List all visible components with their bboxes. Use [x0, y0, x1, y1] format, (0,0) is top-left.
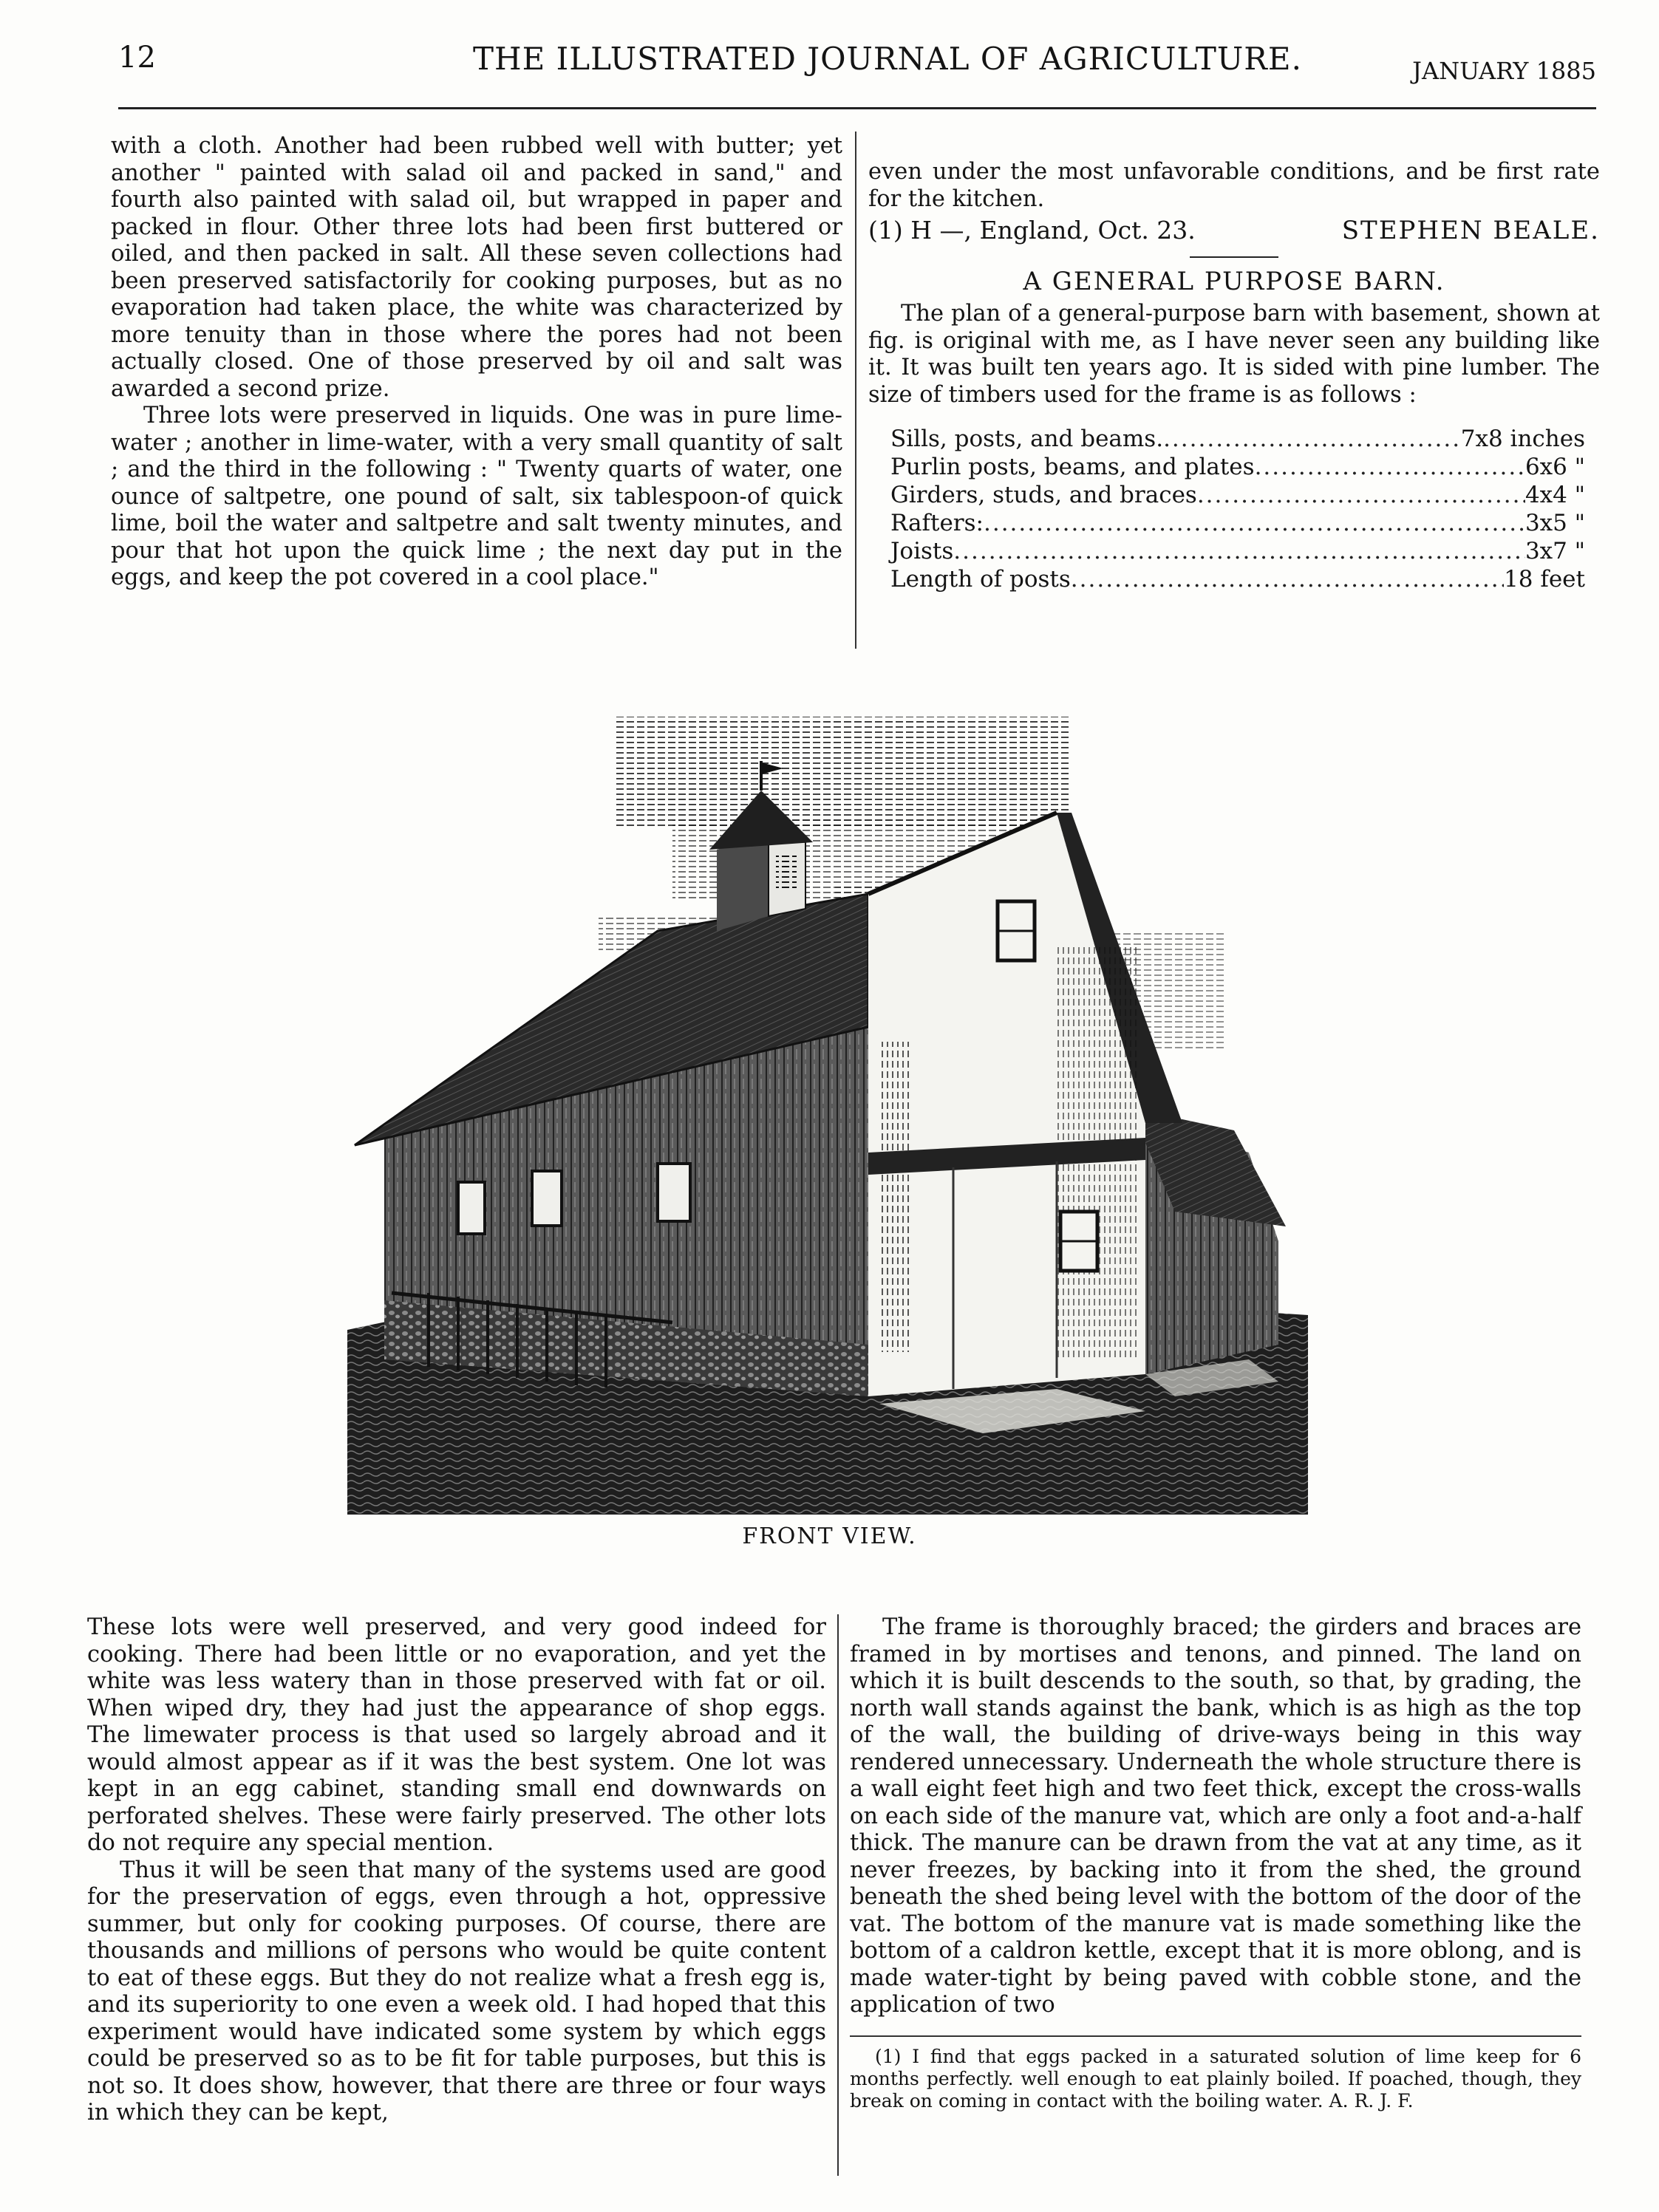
- spec-label: Joists: [890, 538, 954, 564]
- page-header: [118, 41, 1596, 92]
- column-divider: [855, 132, 856, 649]
- signoff: [868, 217, 1600, 245]
- bottom-left-column: [87, 1614, 826, 2127]
- leader-dots: [984, 509, 1525, 537]
- spec-row: [890, 509, 1585, 537]
- spec-value: 7x8 inches: [1460, 426, 1585, 452]
- column-divider: [837, 1614, 839, 2176]
- figure-caption: FRONT VIEW.: [742, 1523, 917, 1549]
- spec-label: Sills, posts, and beams.: [890, 426, 1164, 452]
- spec-value: 4x4 ": [1525, 482, 1585, 508]
- spec-row: [890, 425, 1585, 453]
- article-title: A GENERAL PURPOSE BARN.: [1023, 266, 1445, 296]
- paragraph: Three lots were preserved in liquids. One was in pure lime-water ; another in lime-water, with a very small quantity of salt ; and the third in the following : " Twenty quarts of water, one ounce of saltpetre, one pound of salt, six tablespoon-of quick lime, boil the water and saltpetre and salt twenty minutes, and pour that hot upon the quick lime ; the next day put in the eggs, and keep the pot covered in a cool place.": [111, 403, 842, 590]
- barn-engraving: [347, 709, 1308, 1515]
- footnote: [850, 2035, 1581, 2112]
- leader-dots: [1163, 425, 1461, 453]
- leader-dots: [1255, 453, 1525, 481]
- barn-illustration: [347, 709, 1308, 1515]
- journal-title: THE ILLUSTRATED JOURNAL OF AGRICULTURE.: [473, 41, 1302, 77]
- dateline: (1) H —, England, Oct. 23.: [868, 216, 1196, 245]
- spec-value: 6x6 ": [1525, 454, 1585, 480]
- top-left-column: [111, 133, 842, 592]
- paragraph: The plan of a general-purpose barn with basement, shown at fig. is original with me, as I have never seen any building like it. It was built ten years ago. It is sided with pine lumber. The size of timbers used for the frame is as follows :: [868, 301, 1600, 408]
- paragraph: with a cloth. Another had been rubbed well with butter; yet another " painted with salad oil and packed in sand," and fourth also painted with salad oil, but wrapped in paper and packed in flour. Other three lots had been first buttered or oiled, and then packed in salt. All these seven collections had been preserved satisfactorily for cooking purposes, but as no evaporation had taken place, the white was characterized by more tenuity than in those where the pores had not been actually closed. One of those preserved by oil and salt was awarded a second prize.: [111, 133, 842, 402]
- spec-label: Length of posts: [890, 566, 1071, 593]
- leader-dots: [1071, 565, 1504, 593]
- header-rule: [118, 107, 1596, 109]
- spec-row: [890, 453, 1585, 481]
- paragraph: These lots were well preserved, and very good indeed for cooking. There had been little or no evaporation, and yet the white was less watery than in those preserved with fat or oil. When wiped dry, they had just the appearance of shop eggs. The limewater process is that used so largely abroad and it would almost appear as if it was the best system. One lot was kept in an egg cabinet, standing small end downwards on perforated shelves. These were fairly preserved. The other lots do not require any special mention.: [87, 1614, 826, 1856]
- issue-date: JANUARY 1885: [1412, 57, 1596, 85]
- page-number: 12: [118, 41, 156, 75]
- paragraph: The frame is thoroughly braced; the girders and braces are framed in by mortises and tenons, and pinned. The land on which it is built descends to the south, so that, by grading, the north wall stands against the bank, which is as high as the top of the wall, the building of drive-ways being in this way rendered unnecessary. Underneath the whole structure there is a wall eight feet high and two feet thick, except the cross-walls on each side of the manure vat, which are only a foot and-a-half thick. The manure can be drawn from the vat at any time, as it never freezes, by backing into it from the shed, the ground beneath the shed being level with the bottom of the door of the vat. The bottom of the manure vat is made something like the bottom of a caldron kettle, except that it is more oblong, and is made water-tight by being paved with cobble stone, and the application of two: [850, 1614, 1581, 2018]
- author-signature: STEPHEN BEALE.: [1341, 216, 1600, 245]
- section-rule: [1190, 256, 1278, 258]
- spec-value: 18 feet: [1504, 566, 1585, 593]
- spec-value: 3x5 ": [1525, 510, 1585, 536]
- footnote-text: (1) I find that eggs packed in a saturated solution of lime keep for 6 months perfectly. well enough to eat plainly boiled. If poached, though, they break on coming in contact with the boiling water. A. R. J. F.: [850, 2045, 1581, 2112]
- paragraph: even under the most unfavorable conditions, and be first rate for the kitchen.: [868, 159, 1600, 212]
- leader-dots: [953, 537, 1525, 565]
- spec-row: [890, 481, 1585, 509]
- spec-row: [890, 537, 1585, 565]
- spec-label: Purlin posts, beams, and plates: [890, 454, 1255, 480]
- spec-label: Rafters:: [890, 510, 984, 536]
- leader-dots: [1197, 481, 1525, 509]
- top-right-column: [868, 159, 1600, 593]
- spec-value: 3x7 ": [1525, 538, 1585, 564]
- spec-label: Girders, studs, and braces: [890, 482, 1197, 508]
- spec-row: [890, 565, 1585, 593]
- timber-spec-table: [890, 425, 1585, 593]
- paragraph: Thus it will be seen that many of the systems used are good for the preservation of eggs, even through a hot, oppressive summer, but only for cooking purposes. Of course, there are thousands and millions of persons who would be quite content to eat of these eggs. But they do not realize what a fresh egg is, and its superiority to one even a week old. I had hoped that this experiment would have indicated some system by which eggs could be preserved so as to be fit for table purposes, but this is not so. It does show, however, that there are three or four ways in which they can be kept,: [87, 1857, 826, 2126]
- bottom-right-column: [850, 1614, 1581, 2112]
